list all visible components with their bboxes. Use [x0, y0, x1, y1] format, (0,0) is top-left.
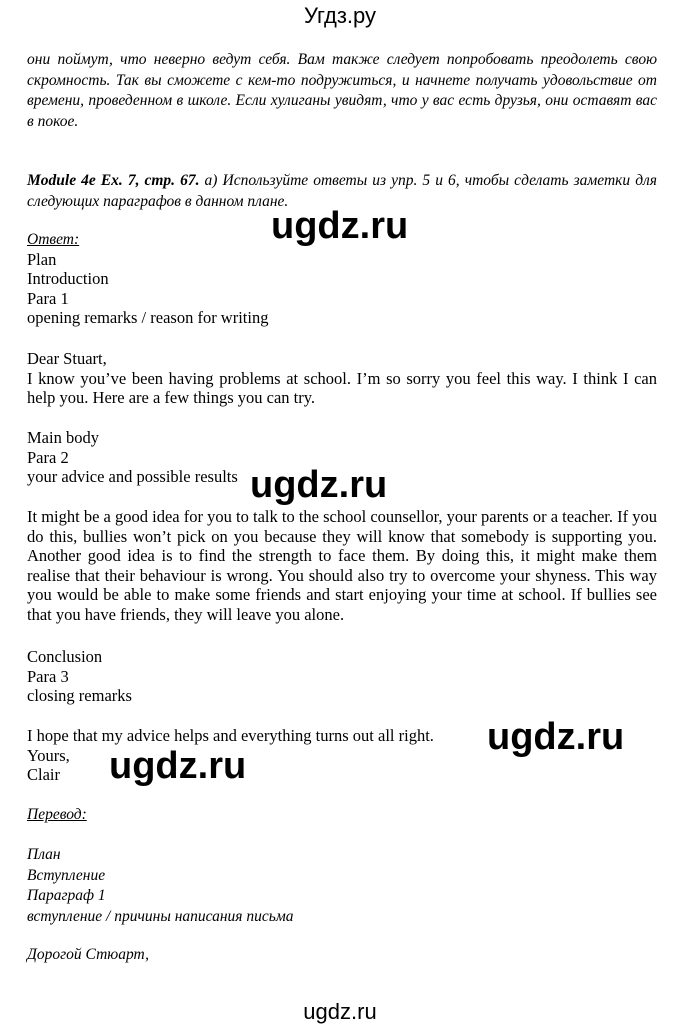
plan-line: Plan: [27, 249, 57, 269]
main-body-line: Main body: [27, 428, 99, 447]
letter-closing: I hope that my advice helps and everything turns out all right.: [27, 726, 434, 745]
letter-advice: It might be a good idea for you to talk to the school counsellor, your parents or a teacher. If you do this, bullies won’t pick on you because they will know that somebody is supporting you. Another good idea is to find the strength to face them. By doing this, it might make them realise that their behaviour is wrong. You should also try to overcome your shyness. This way you would be able to make some friends and start enjoying your time at school. If bullies see that you have friends, they will leave you alone.: [27, 507, 657, 624]
task-text: a) Используйте ответы из упр. 5 и 6, чтобы сделать заметки для следующих параграфов в данном плане.: [27, 172, 657, 210]
site-header: Угдз.ру: [303, 3, 377, 28]
plan-line: Para 1: [27, 288, 69, 308]
watermark: ugdz.ru: [271, 205, 409, 247]
watermark: ugdz.ru: [487, 716, 625, 758]
task-reference: Module 4e Ex. 7, стр. 67.: [27, 172, 200, 189]
translation-plan-line: Вступление: [27, 866, 106, 884]
translation-plan-line: План: [27, 846, 61, 863]
conclusion-section: [27, 647, 657, 706]
letter-opening-section: [27, 349, 657, 408]
translation-plan-line: Параграф 1: [27, 887, 106, 904]
conclusion-line: Conclusion: [27, 647, 103, 666]
main-body-line: your advice and possible results: [27, 467, 238, 487]
answer-label: Ответ:: [27, 231, 80, 248]
plan-line: Introduction: [27, 269, 109, 289]
intro-paragraph: они поймут, что неверно ведут себя. Вам также следует попробовать преодолеть свою скромность. Так вы сможете с кем-то подружиться, и начнете получать удовольствие от времени, проведенном в школе. Если хулиганы увидят, что у вас есть друзья, они оставят вас в покое.: [27, 51, 657, 130]
letter-greeting: Dear Stuart,: [27, 349, 107, 368]
main-body-line: Para 2: [27, 447, 69, 467]
translation-plan-section: [27, 845, 657, 927]
translation-plan-line: вступление / причины написания письма: [27, 907, 294, 925]
translation-label-text: Перевод:: [27, 806, 87, 823]
plan-line: opening remarks / reason for writing: [27, 308, 269, 328]
letter-opening: I know you’ve been having problems at school. I’m so sorry you feel this way. I think I can help you. Here are a few things you can try.: [27, 368, 657, 408]
translation-greeting: Дорогой Стюарт,: [27, 946, 149, 963]
letter-signoff: Yours,: [27, 745, 70, 765]
watermark: ugdz.ru: [109, 745, 247, 787]
watermark: ugdz.ru: [250, 464, 388, 506]
letter-signature: Clair: [27, 765, 60, 785]
conclusion-line: closing remarks: [27, 686, 132, 706]
conclusion-line: Para 3: [27, 666, 69, 686]
translation-label: [27, 805, 657, 826]
footer-site-name: ugdz.ru: [303, 999, 377, 1024]
